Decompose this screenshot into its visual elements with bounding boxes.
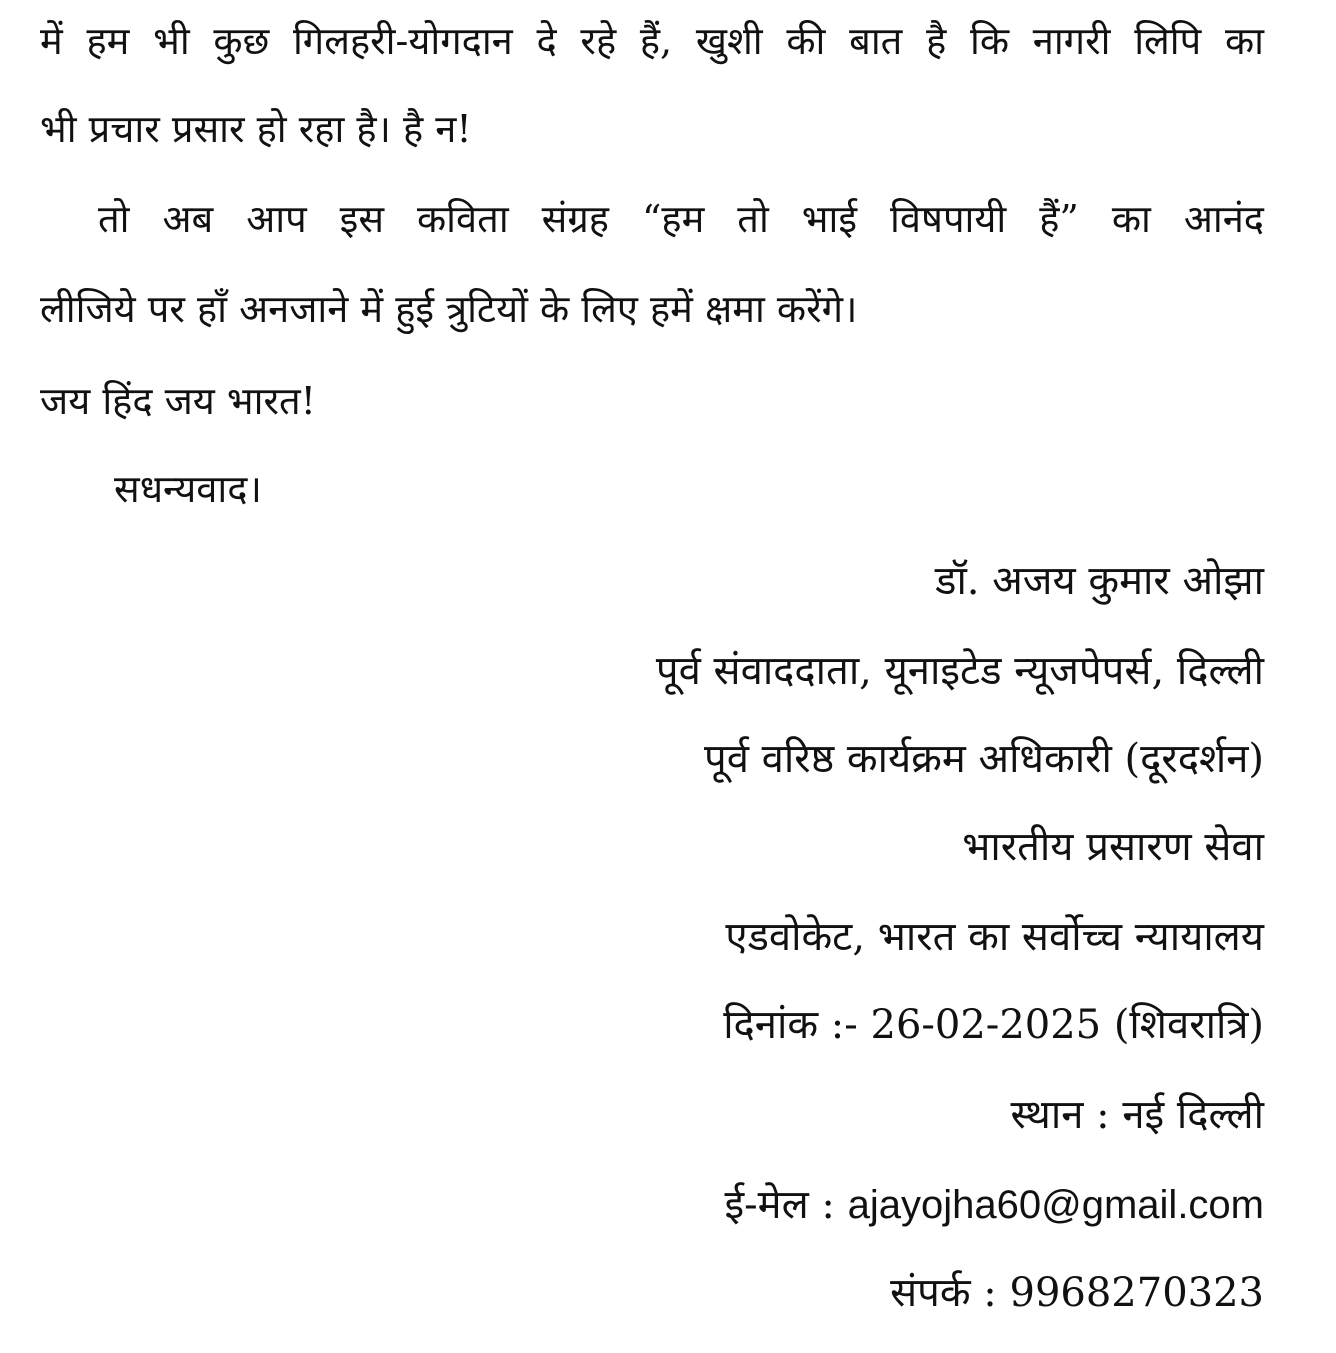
contact-line: संपर्क : 9968270323 xyxy=(890,1270,1264,1316)
date-line: दिनांक :- 26-02-2025 (शिवरात्रि) xyxy=(723,1002,1264,1048)
paragraph-line: भी प्रचार प्रसार हो रहा है। है न! xyxy=(40,107,472,151)
document-page xyxy=(40,0,1264,1353)
signatory-role: भारतीय प्रसारण सेवा xyxy=(962,824,1264,870)
email-line xyxy=(725,1180,1264,1230)
paragraph-line: लीजिये पर हाँ अनजाने में हुई त्रुटियों के लिए हमें क्षमा करेंगे। xyxy=(40,287,858,331)
salutation-line: जय हिंद जय भारत! xyxy=(40,379,316,423)
signatory-name: डॉ. अजय कुमार ओझा xyxy=(935,558,1264,604)
signatory-role: पूर्व संवाददाता, यूनाइटेड न्यूजपेपर्स, दिल्ली xyxy=(655,648,1264,694)
email-label: ई-मेल : xyxy=(724,1182,848,1228)
signatory-role: एडवोकेट, भारत का सर्वोच्च न्यायालय xyxy=(725,914,1264,960)
paragraph-line: में हम भी कुछ गिलहरी-योगदान दे रहे हैं, खुशी की बात है कि नागरी लिपि का xyxy=(40,19,1264,63)
closing-thanks: सधन्यवाद। xyxy=(114,467,262,511)
paragraph-line: तो अब आप इस कविता संग्रह “हम तो भाई विषपायी हैं” का आनंद xyxy=(98,197,1264,241)
place-line: स्थान : नई दिल्ली xyxy=(1010,1092,1264,1138)
email-address[interactable]: ajayojha60@gmail.com xyxy=(847,1183,1264,1227)
signatory-role: पूर्व वरिष्ठ कार्यक्रम अधिकारी (दूरदर्शन) xyxy=(703,736,1264,782)
